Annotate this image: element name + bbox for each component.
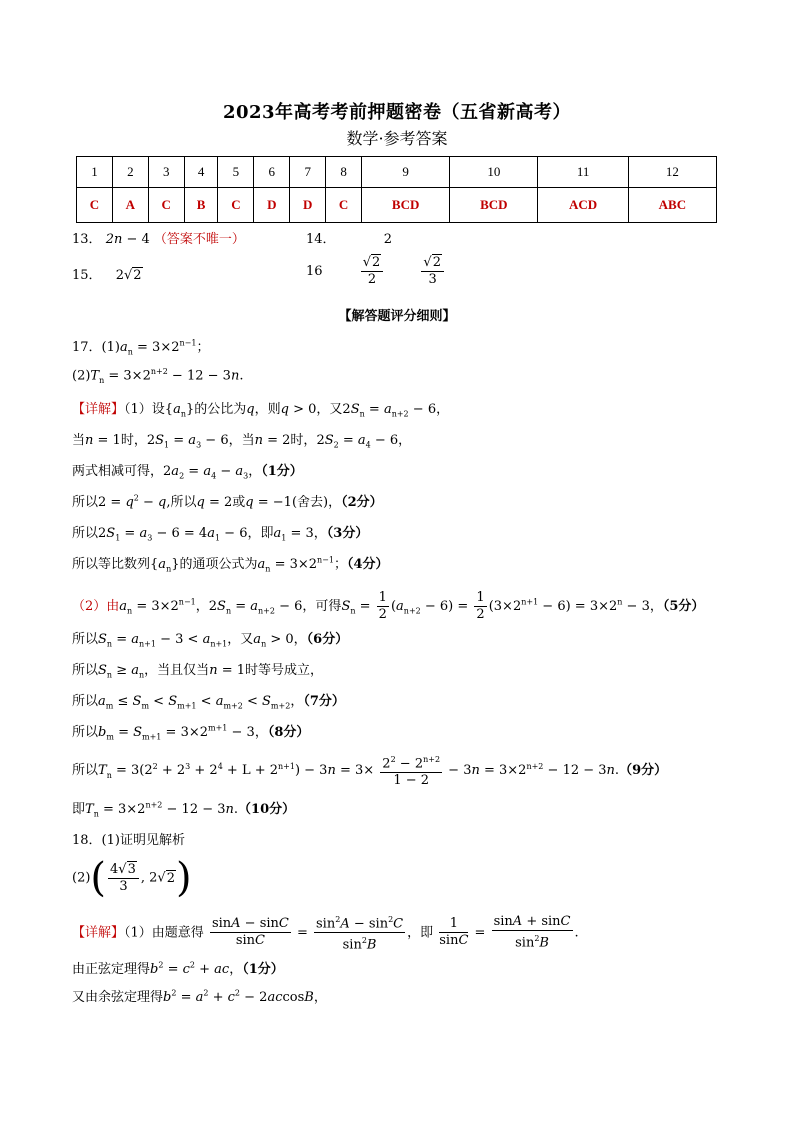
q14-line: 14． 2 — [306, 232, 392, 247]
section-heading: 【解答题评分细则】 — [338, 309, 456, 324]
answer-table-number-cell: 3 — [148, 157, 184, 188]
answer-table — [76, 156, 717, 223]
answer-table-number-cell: 11 — [538, 157, 628, 188]
page-subtitle: 数学·参考答案 — [346, 129, 448, 148]
answer-table-answer-cell: BCD — [362, 188, 450, 223]
answer-table-answer-cell: C — [218, 188, 254, 223]
q17-detail-13: 即$T_n = 3\times 2^{n+2} - 12 - 3n.(10$分） — [72, 800, 296, 819]
answer-table-answer-cell: C — [326, 188, 362, 223]
q18-detail-3: 又由余弦定理得$b^2 = a^2 + c^2 - 2accosB$， — [72, 988, 327, 1005]
q17-detail-2: 当n = 1时，$2S_1 = a_3 - 6$，当n = 2时，$2S_2 = a_4 - 6$， — [72, 433, 412, 450]
answer-table-answer-cell: BCD — [450, 188, 538, 223]
q16-line: 16 $\frac{√2}{2}$ $\frac{√2}{3}$ — [306, 254, 446, 288]
q15-line: 15． 2√2 — [72, 268, 142, 283]
q18-answer-1: 18．(1)证明见解析 — [72, 833, 185, 848]
answer-table-answer-cell: ABC — [628, 188, 716, 223]
answer-table-number-cell: 12 — [628, 157, 716, 188]
page-title: 2023年高考考前押题密卷（五省新高考） — [222, 102, 572, 123]
q17-detail-7: （2）由$a_n = 3\times 2^{n-1}$，$2S_n = a_{n+2} - 6$，可得$S_n$ = $\frac{1}{2}$ $(a_{n+2} - 6)$ = $\frac{1}{2}$ $(3\times 2^{n+1} - 6) = 3\times 2^n - 3$，（5分） — [72, 590, 705, 622]
q18-detail-1: 【详解】（1）由题意得 $\frac{\sin A - \sin C}{\sin C}$ = $\frac{\sin^2A - \sin^2C}{\sin^2B}$ ，即 $\frac{1}{\sin C}$ = $\frac{\sin A + \sin C}{\sin^2B}$ . — [72, 912, 579, 954]
answer-table-number-cell: 7 — [290, 157, 326, 188]
answer-table-answer-cell: C — [148, 188, 184, 223]
answer-table-number-cell: 4 — [184, 157, 218, 188]
answer-table-answer-cell: ACD — [538, 188, 628, 223]
answer-table-number-cell: 6 — [254, 157, 290, 188]
q17-detail-10: 所以$a_m \le S_m < S_{m+1} < a_{m+2} < S_{m+2}$，（7分） — [72, 694, 345, 711]
answer-table-number-cell: 1 — [77, 157, 113, 188]
q18-answer-2: (2)( $\frac{4√3}{3}$ , 2√2) — [72, 855, 192, 901]
answer-table-number-cell: 9 — [362, 157, 450, 188]
answer-table-answer-cell: C — [77, 188, 113, 223]
answer-table-answer-cell: A — [112, 188, 148, 223]
q17-detail-1: 【详解】（1）设$\{a_n\}$的公比为q，则q > 0，又$2S_n = a_{n+2} - 6$， — [72, 402, 450, 419]
answer-table-number-row — [77, 157, 717, 188]
q17-detail-9: 所以$S_n \ge a_n$，当且仅当n = 1时等号成立， — [72, 663, 324, 680]
answer-table-answer-cell: D — [290, 188, 326, 223]
answer-table-number-cell: 2 — [112, 157, 148, 188]
answer-table-number-cell: 5 — [218, 157, 254, 188]
q17-detail-6: 所以等比数列$\{a_n\}$的通项公式为$a_n = 3\times 2^{n-1}$；（4分） — [72, 555, 389, 574]
answer-table-number-cell: 8 — [326, 157, 362, 188]
q17-detail-3: 两式相减可得，$2a_2 = a_4 - a_3$，（1分） — [72, 464, 303, 481]
q13-line: 13． 2n − 4 （答案不唯一） — [72, 232, 245, 247]
q17-answer-2: $(2)T_n = 3\times 2^{n+2} - 12 - 3n$. — [72, 367, 244, 385]
q17-detail-5: 所以$2S_1 = a_3 - 6 = 4a_1 - 6$，即$a_1 = 3$，（3分） — [72, 526, 369, 543]
answer-table-answer-cell: D — [254, 188, 290, 223]
answer-table-number-cell: 10 — [450, 157, 538, 188]
q17-detail-8: 所以$S_n = a_{n+1} - 3 < a_{n+1}$，又$a_n > 0$，（6分） — [72, 632, 349, 649]
q17-detail-11: 所以$b_m = S_{m+1} = 3\times 2^{m+1} - 3$，（8分） — [72, 723, 310, 742]
q17-detail-4: 所以$2 = q^2 - q$,所以q = 2或q = −1(舍去)，（2分） — [72, 493, 383, 510]
q18-detail-2: 由正弦定理得$b^2 = c^2$ + ac，（1分） — [72, 960, 284, 977]
answer-table-answer-cell: B — [184, 188, 218, 223]
q17-detail-12: 所以$T_n = 3(2^2 + 2^3 + 2^4 + L + 2^{n+1}) - 3n = 3\times$ $\frac{2^2 - 2^{n+2}}{1 - 2}$ − $3n = 3\times 2^{n+2} - 12 - 3n.(9$分） — [72, 752, 667, 789]
q17-answer-1: 17．$(1)a_n = 3\times 2^{n-1}$； — [72, 338, 210, 357]
answer-table-answer-row — [77, 188, 717, 223]
